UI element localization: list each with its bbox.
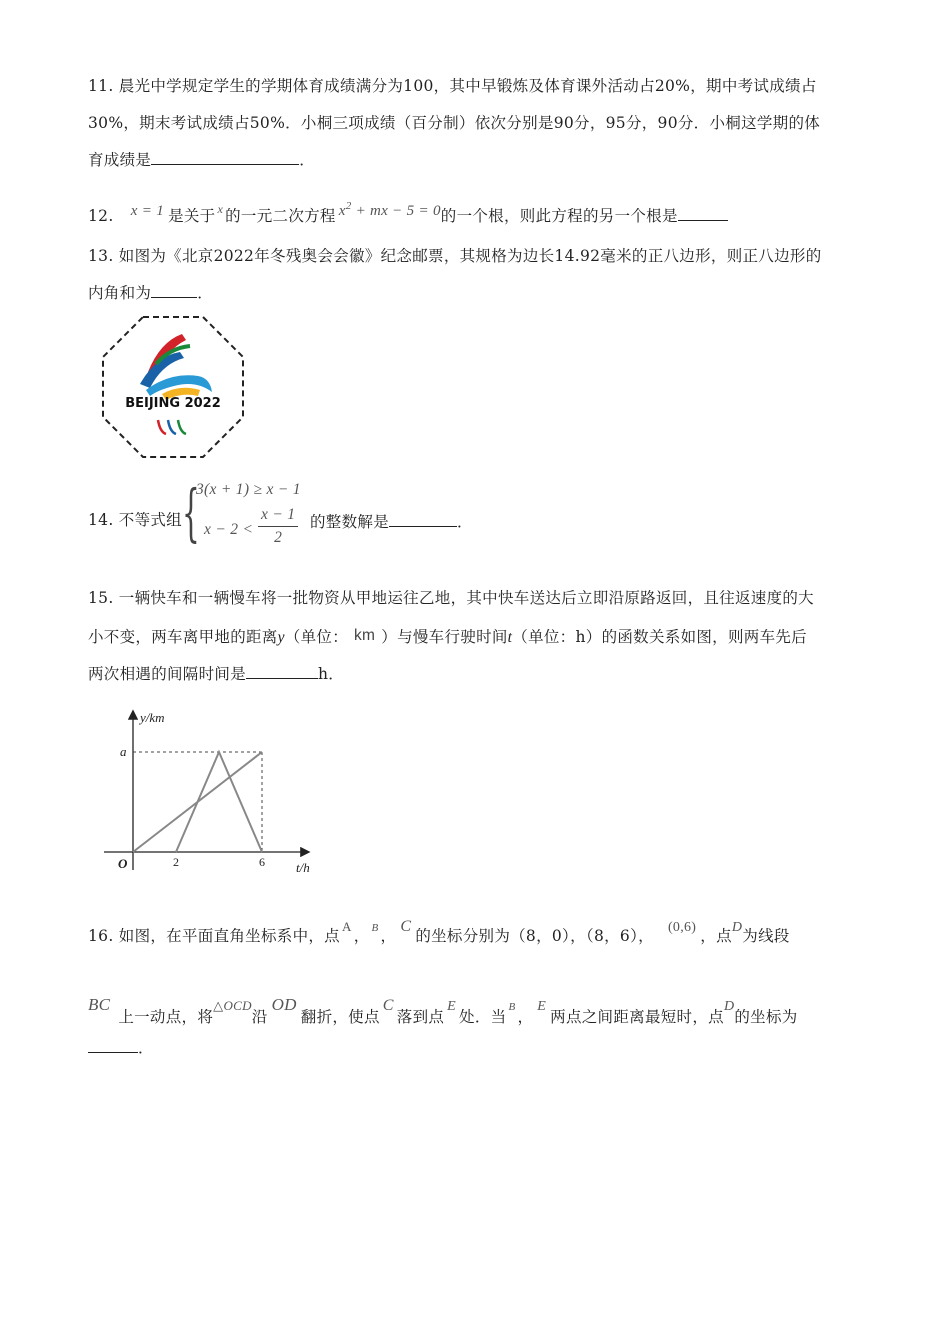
q13-line2: 内角和为 ． — [88, 275, 863, 312]
y-axis-label: y/km — [140, 710, 165, 725]
q13-line1: 13. 如图为《北京2022年冬残奥会会徽》纪念邮票，其规格为边长14.92毫米的正八边形，则正八边形的 — [88, 247, 822, 265]
q15-line2: 小不变，两车离甲地的距离y（单位： km ）与慢车行驶时间t（单位：h）的函数关系如图，则两车先后 — [88, 627, 807, 646]
fast-car-line — [176, 752, 262, 852]
answer-blank[interactable] — [389, 508, 457, 527]
beijing-2022-stamp-image — [100, 314, 246, 460]
q14-inequality-1: 3(x + 1) ≥ x − 1 — [196, 481, 301, 498]
question-14: 14. 不等式组 { 3(x + 1) ≥ x − 1 x − 2 < $\frac{x - 1}{2}$ 的整数解是 ． — [88, 476, 473, 549]
agitos-icon — [158, 420, 186, 434]
q14-fraction: $\frac{x - 1}{2}$ — [258, 504, 298, 549]
distance-time-graph — [100, 700, 320, 880]
q11-line1: 11. 晨光中学规定学生的学期体育成绩满分为100，其中早锻炼及体育课外活动占20%，期中考试成绩占 — [88, 77, 817, 95]
q15-line3: 两次相遇的间隔时间是 h． — [88, 656, 863, 693]
q12-math-root: x = 1 — [130, 203, 165, 219]
answer-blank[interactable] — [151, 279, 197, 298]
question-13 — [88, 238, 863, 312]
stamp-text: BEIJING 2022 — [125, 396, 221, 411]
q15-line1: 15. 一辆快车和一辆慢车将一批物资从甲地运往乙地，其中快车送达后立即沿原路返回，且往返速度的大 — [88, 589, 814, 607]
q12-math-equation: $x^2$ + mx − 5 = 0 — [338, 200, 441, 219]
origin-label: O — [118, 856, 128, 871]
answer-blank[interactable] — [88, 1034, 138, 1053]
answer-blank[interactable] — [151, 146, 299, 165]
question-15 — [88, 580, 863, 693]
tick-label-6: 6 — [259, 855, 265, 869]
q16-line3: ． — [88, 1030, 868, 1067]
paralympic-emblem-icon — [140, 334, 212, 400]
answer-blank[interactable] — [678, 202, 728, 221]
question-16 — [88, 908, 868, 1067]
q12-math-x: x — [217, 202, 224, 216]
q11-line2: 30%，期末考试成绩占50%．小桐三项成绩（百分制）依次分别是90分，95分，90分．小桐这学期的体 — [88, 114, 821, 132]
q14-inequality-2: x − 2 < — [204, 521, 254, 538]
q11-line3: 育成绩是 ． — [88, 142, 863, 179]
question-12: 12. x = 1 是关于 $^x$ 的一元二次方程 $x^2$ + mx − 5 = 0的一个根，则此方程的另一个根是 — [88, 188, 863, 235]
answer-blank[interactable] — [246, 660, 318, 679]
a-label: a — [120, 744, 127, 759]
question-11 — [88, 68, 863, 179]
tick-label-2: 2 — [173, 855, 179, 869]
q16-line2: BC上一动点，将$^{\triangle OCD}$沿OD翻折，使点C落到点E处．当$^B$，E两点之间距离最短时，点D的坐标为 — [88, 995, 798, 1026]
t-axis-label: t/h — [296, 860, 310, 875]
q16-line1: 16. 如图，在平面直角坐标系中，点$^A$， $^B$ ，C的坐标分别为（8，0），（8，6）， (0,6) ，点D为线段 — [88, 918, 790, 945]
system-brace: { — [182, 476, 200, 549]
